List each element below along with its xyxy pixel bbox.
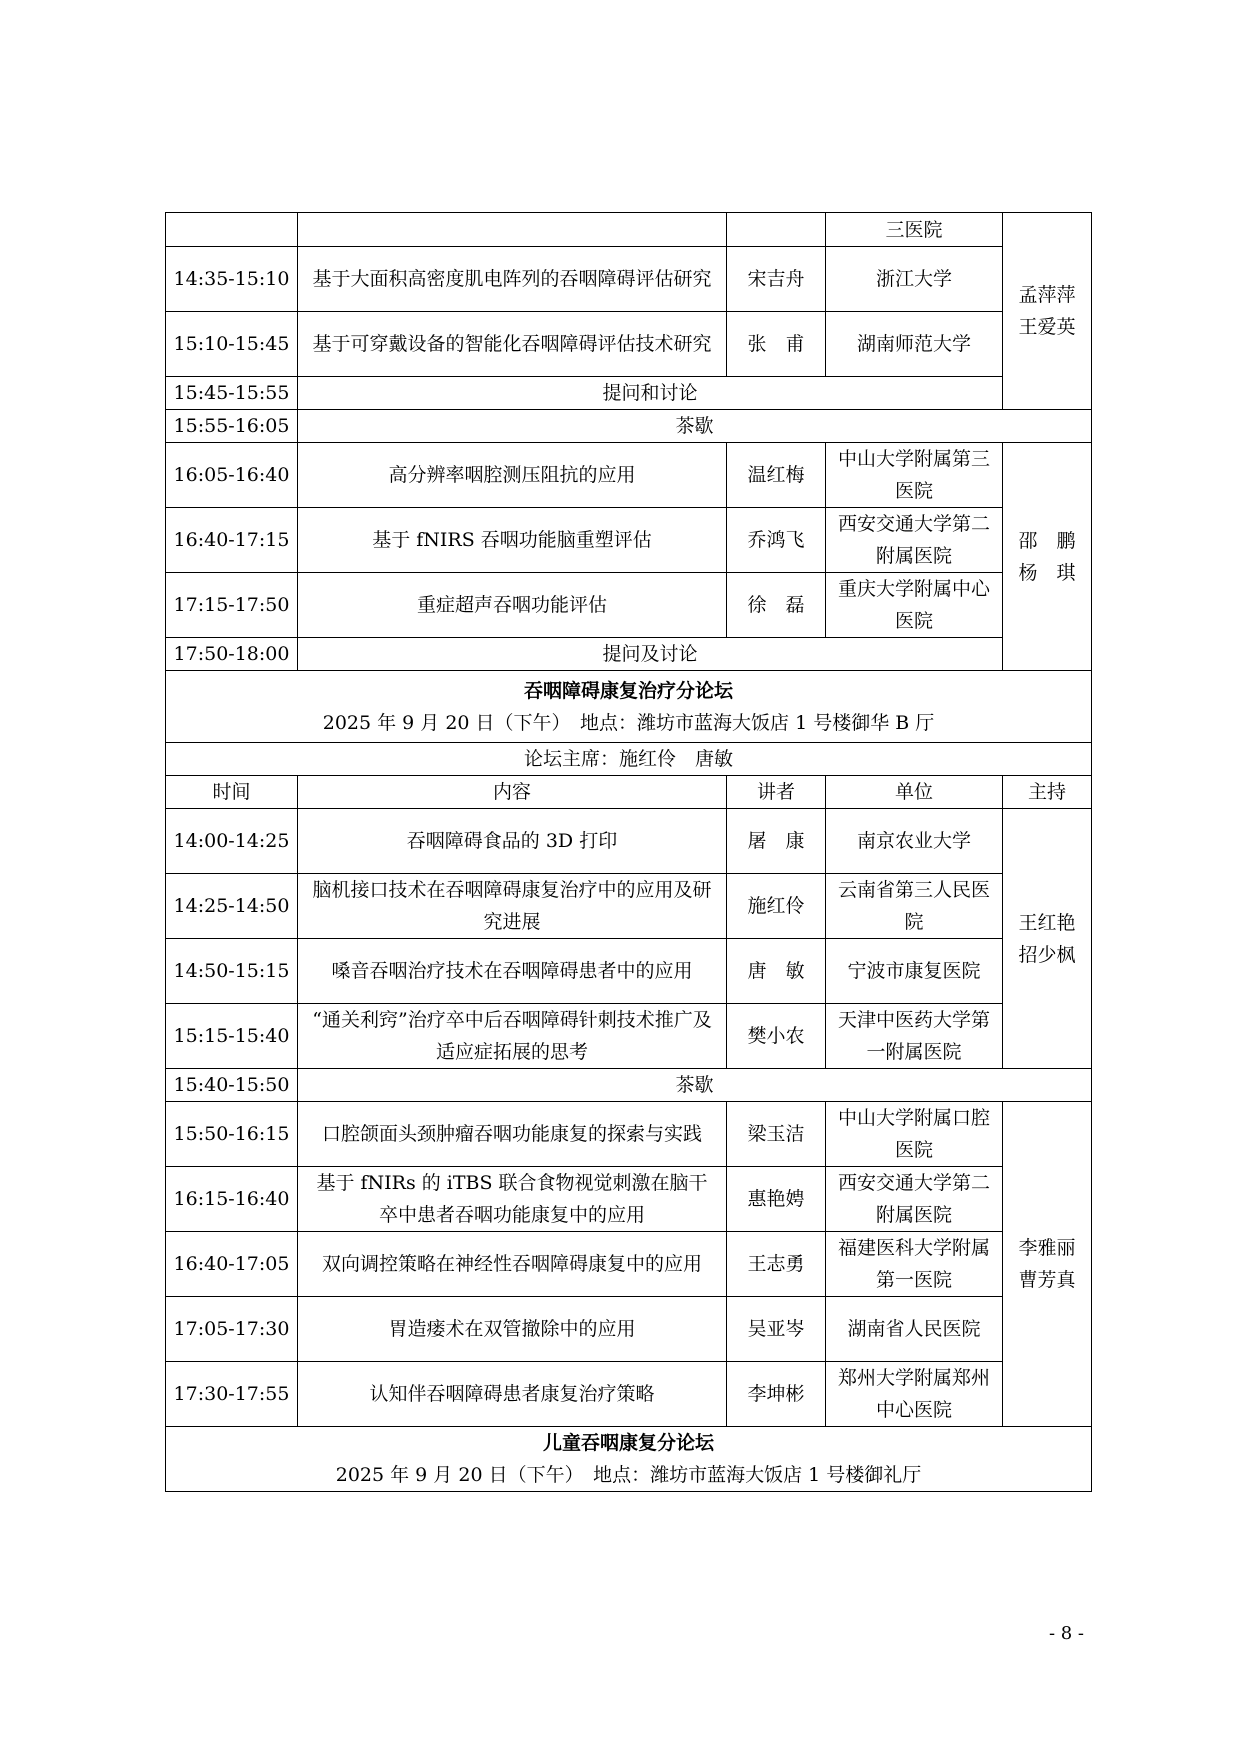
table-row (166, 1427, 1092, 1492)
section-header (166, 671, 1092, 743)
unit-cell: 天津中医药大学第一附属医院 (826, 1004, 1003, 1069)
table-row (166, 809, 1092, 874)
header-host: 主持 (1003, 776, 1092, 809)
speaker-cell: 宋吉舟 (727, 247, 826, 312)
content-cell: 高分辨率咽腔测压阻抗的应用 (298, 443, 727, 508)
table-row (166, 410, 1092, 443)
speaker-cell: 温红梅 (727, 443, 826, 508)
time-cell: 16:15-16:40 (166, 1167, 298, 1232)
table-row (166, 671, 1092, 743)
header-unit: 单位 (826, 776, 1003, 809)
unit-cell: 福建医科大学附属第一医院 (826, 1232, 1003, 1297)
table-row (166, 638, 1092, 671)
schedule-table (165, 212, 1092, 1492)
content-cell: 脑机接口技术在吞咽障碍康复治疗中的应用及研究进展 (298, 874, 727, 939)
content-cell: 嗓音吞咽治疗技术在吞咽障碍患者中的应用 (298, 939, 727, 1004)
host-name: 邵 鹏 (1018, 529, 1076, 552)
page-number: - 8 - (1048, 1623, 1084, 1644)
time-cell: 17:30-17:55 (166, 1362, 298, 1427)
table-row (166, 1167, 1092, 1232)
content-cell: 基于 fNIRS 吞咽功能脑重塑评估 (298, 508, 727, 573)
content-cell: 双向调控策略在神经性吞咽障碍康复中的应用 (298, 1232, 727, 1297)
time-cell: 15:45-15:55 (166, 377, 298, 410)
time-cell: 15:40-15:50 (166, 1069, 298, 1102)
header-time: 时间 (166, 776, 298, 809)
host-cell (1003, 809, 1092, 1069)
content-cell: 吞咽障碍食品的 3D 打印 (298, 809, 727, 874)
table-row (166, 1004, 1092, 1069)
section-subtitle: 2025 年 9 月 20 日（下午） 地点：潍坊市蓝海大饭店 1 号楼御礼厅 (335, 1464, 922, 1486)
time-cell: 14:35-15:10 (166, 247, 298, 312)
content-cell: 胃造瘘术在双管撤除中的应用 (298, 1297, 727, 1362)
table-row (166, 939, 1092, 1004)
time-cell (166, 213, 298, 247)
table-row (166, 1232, 1092, 1297)
content-cell: 重症超声吞咽功能评估 (298, 573, 727, 638)
content-cell: 认知伴吞咽障碍患者康复治疗策略 (298, 1362, 727, 1427)
unit-cell: 宁波市康复医院 (826, 939, 1003, 1004)
unit-cell: 三医院 (826, 213, 1003, 247)
table-row (166, 776, 1092, 809)
forum-chairs: 论坛主席：施红伶 唐敏 (166, 743, 1092, 776)
table-row (166, 1069, 1092, 1102)
time-cell: 16:40-17:05 (166, 1232, 298, 1297)
time-cell: 15:15-15:40 (166, 1004, 298, 1069)
break-cell: 提问和讨论 (298, 377, 1003, 410)
unit-cell: 中山大学附属第三医院 (826, 443, 1003, 508)
table-row (166, 443, 1092, 508)
host-cell (1003, 1102, 1092, 1427)
unit-cell: 西安交通大学第二附属医院 (826, 1167, 1003, 1232)
speaker-cell: 王志勇 (727, 1232, 826, 1297)
unit-cell: 湖南省人民医院 (826, 1297, 1003, 1362)
time-cell: 15:55-16:05 (166, 410, 298, 443)
host-cell (1003, 213, 1092, 410)
host-name: 李雅丽 (1018, 1237, 1076, 1259)
speaker-cell: 屠 康 (727, 809, 826, 874)
schedule-body (166, 213, 1092, 1492)
table-row (166, 377, 1092, 410)
unit-cell: 湖南师范大学 (826, 312, 1003, 377)
speaker-cell: 唐 敏 (727, 939, 826, 1004)
content-cell: “通关利窍”治疗卒中后吞咽障碍针刺技术推广及适应症拓展的思考 (298, 1004, 727, 1069)
speaker-cell: 惠艳娉 (727, 1167, 826, 1232)
table-row (166, 508, 1092, 573)
content-cell: 基于大面积高密度肌电阵列的吞咽障碍评估研究 (298, 247, 727, 312)
time-cell: 15:50-16:15 (166, 1102, 298, 1167)
host-name: 王爱英 (1018, 316, 1076, 338)
host-name: 曹芳真 (1018, 1269, 1076, 1291)
content-cell (298, 213, 727, 247)
content-cell: 口腔颌面头颈肿瘤吞咽功能康复的探索与实践 (298, 1102, 727, 1167)
speaker-cell: 徐 磊 (727, 573, 826, 638)
speaker-cell: 樊小农 (727, 1004, 826, 1069)
header-content: 内容 (298, 776, 727, 809)
host-name: 杨 琪 (1018, 561, 1076, 584)
break-cell: 茶歇 (298, 1069, 1092, 1102)
time-cell: 16:05-16:40 (166, 443, 298, 508)
unit-cell: 郑州大学附属郑州中心医院 (826, 1362, 1003, 1427)
table-row (166, 1362, 1092, 1427)
speaker-cell (727, 213, 826, 247)
time-cell: 16:40-17:15 (166, 508, 298, 573)
unit-cell: 西安交通大学第二附属医院 (826, 508, 1003, 573)
host-name: 招少枫 (1018, 943, 1076, 966)
speaker-cell: 乔鸿飞 (727, 508, 826, 573)
time-cell: 17:05-17:30 (166, 1297, 298, 1362)
time-cell: 14:25-14:50 (166, 874, 298, 939)
table-row (166, 874, 1092, 939)
unit-cell: 浙江大学 (826, 247, 1003, 312)
table-row (166, 1102, 1092, 1167)
speaker-cell: 李坤彬 (727, 1362, 826, 1427)
time-cell: 17:15-17:50 (166, 573, 298, 638)
table-row (166, 573, 1092, 638)
break-cell: 提问及讨论 (298, 638, 1003, 671)
host-name: 王红艳 (1018, 911, 1076, 934)
unit-cell: 云南省第三人民医院 (826, 874, 1003, 939)
section-subtitle: 2025 年 9 月 20 日（下午） 地点：潍坊市蓝海大饭店 1 号楼御华 B 厅 (322, 711, 935, 734)
time-cell: 14:00-14:25 (166, 809, 298, 874)
header-speaker: 讲者 (727, 776, 826, 809)
host-name: 孟萍萍 (1018, 284, 1076, 306)
speaker-cell: 吴亚岑 (727, 1297, 826, 1362)
section-title: 吞咽障碍康复治疗分论坛 (523, 679, 733, 702)
table-row (166, 1297, 1092, 1362)
unit-cell: 南京农业大学 (826, 809, 1003, 874)
table-row (166, 312, 1092, 377)
speaker-cell: 张 甫 (727, 312, 826, 377)
host-cell (1003, 443, 1092, 671)
speaker-cell: 施红伶 (727, 874, 826, 939)
section-title: 儿童吞咽康复分论坛 (542, 1432, 714, 1454)
time-cell: 14:50-15:15 (166, 939, 298, 1004)
unit-cell: 重庆大学附属中心医院 (826, 573, 1003, 638)
table-row (166, 247, 1092, 312)
table-row (166, 213, 1092, 247)
time-cell: 17:50-18:00 (166, 638, 298, 671)
content-cell: 基于可穿戴设备的智能化吞咽障碍评估技术研究 (298, 312, 727, 377)
time-cell: 15:10-15:45 (166, 312, 298, 377)
break-cell: 茶歇 (298, 410, 1092, 443)
unit-cell: 中山大学附属口腔医院 (826, 1102, 1003, 1167)
speaker-cell: 梁玉洁 (727, 1102, 826, 1167)
content-cell: 基于 fNIRs 的 iTBS 联合食物视觉刺激在脑干卒中患者吞咽功能康复中的应用 (298, 1167, 727, 1232)
table-row (166, 743, 1092, 776)
section-header (166, 1427, 1092, 1492)
